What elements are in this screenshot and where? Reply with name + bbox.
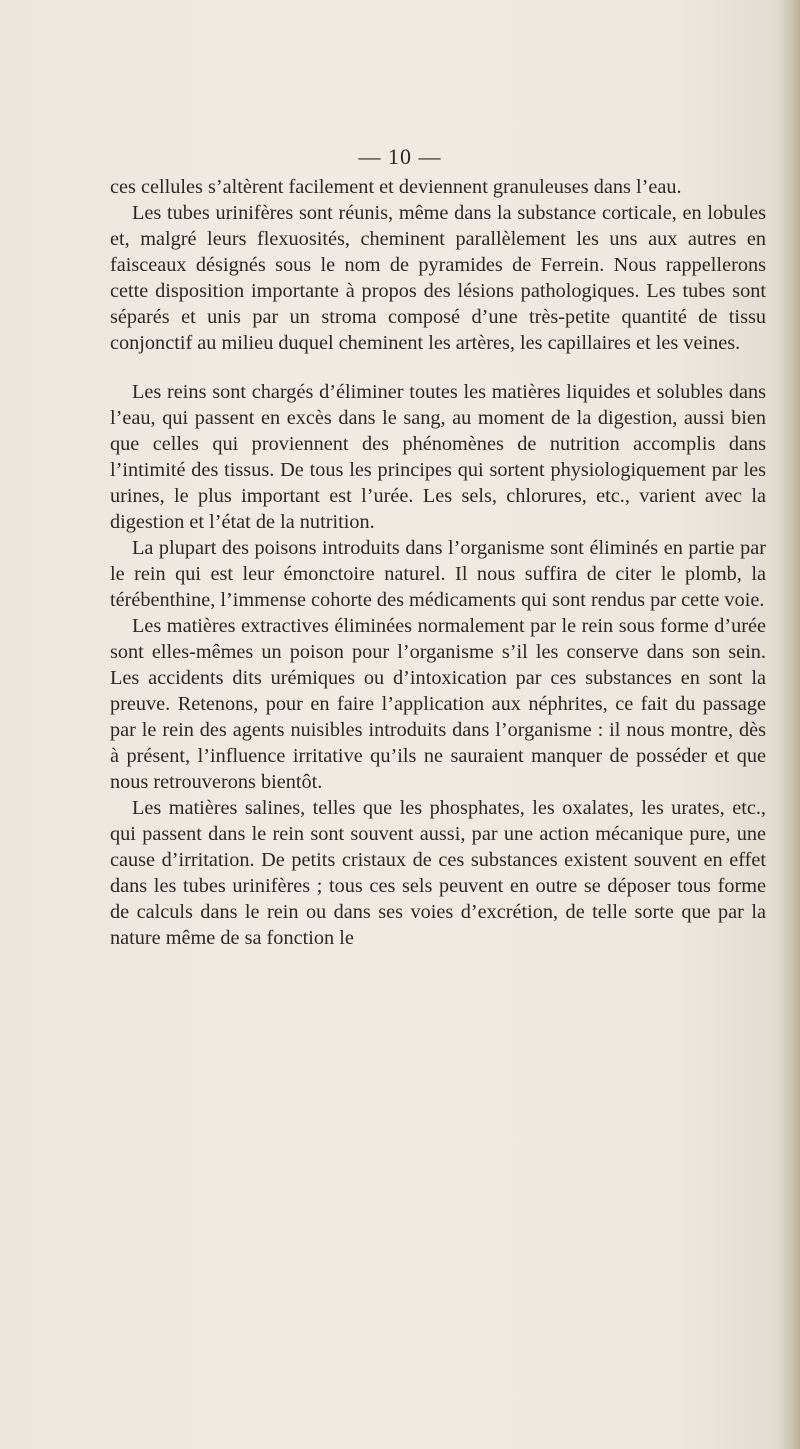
paragraph-3: Les reins sont chargés d’éliminer toutes les matières liquides et solubles dans l’eau, qui passent en excès dans le sang, au moment de la digestion, aussi bien que celles qui proviennent des phénomènes de nutrition accomplis dans l’intimité des tissus. De tous les principes qui sortent physiologiquement par les urines, le plus important est l’urée. Les sels, chlorures, etc., varient avec la digestion et l’état de la nutrition.: [110, 381, 766, 533]
paragraph-6: Les matières salines, telles que les phosphates, les oxalates, les urates, etc., qui passent dans le rein sont souvent aussi, par une action mécanique pure, une cause d’irritation. De petits cristaux de ces substances existent souvent en effet dans les tubes urinifères ; tous ces sels peuvent en outre se déposer tous forme de calculs dans le rein ou dans ses voies d’excrétion, de telle sorte que par la nature même de sa fonction le: [110, 797, 766, 949]
paragraph-4: La plupart des poisons introduits dans l’organisme sont éliminés en partie par le rein qui est leur émonctoire naturel. Il nous suffira de citer le plomb, la térébenthine, l’immense cohorte des médicaments qui sont rendus par cette voie.: [110, 537, 766, 611]
paragraph-2: Les tubes urinifères sont réunis, même dans la substance corticale, en lobules et, malgré leurs flexuosités, cheminent parallèlement les uns aux autres en faisceaux désignés sous le nom de pyramides de Ferrein. Nous rappellerons cette disposition importante à propos des lésions pathologiques. Les tubes sont séparés et unis par un stroma composé d’une très-petite quantité de tissu conjonctif au milieu duquel cheminent les artères, les capillaires et les veines.: [110, 202, 766, 354]
paragraph-1: ces cellules s’altèrent facilement et deviennent granuleuses dans l’eau.: [110, 176, 682, 198]
page-number: — 10 —: [358, 144, 442, 169]
page-edge-shadow: [778, 0, 800, 1449]
paragraph-5: Les matières extractives éliminées normalement par le rein sous forme d’urée sont elles-mêmes un poison pour l’organisme s’il les conserve dans son sein. Les accidents dits urémiques ou d’intoxication par ces substances en sont la preuve. Retenons, pour en faire l’application aux néphrites, ce fait du passage par le rein des agents nuisibles introduits dans l’organisme : il nous montre, dès à présent, l’influence irritative qu’ils ne sauraient manquer de posséder et que nous retrouverons bientôt.: [110, 615, 766, 793]
body-text: [110, 174, 766, 951]
